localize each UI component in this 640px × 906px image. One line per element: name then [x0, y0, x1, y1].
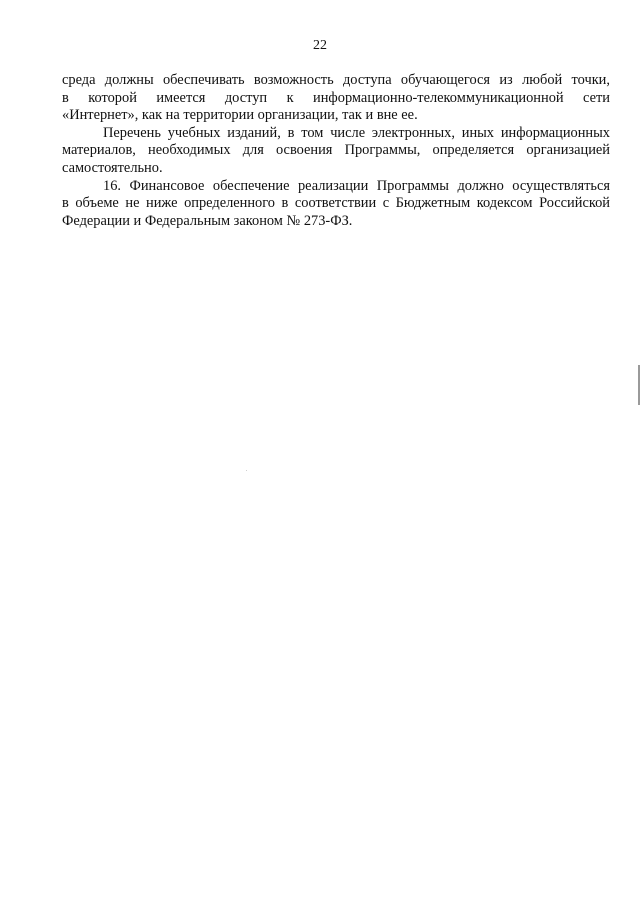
page-number: 22: [313, 38, 327, 53]
scan-speck: [246, 470, 247, 471]
text-line: Федерации и Федеральным законом № 273-ФЗ.: [62, 212, 353, 229]
text-line: Перечень учебных изданий, в том числе электронных, иных информационных: [103, 124, 610, 141]
document-body: [62, 72, 610, 230]
text-line: 16. Финансовое обеспечение реализации Программы должно осуществляться: [103, 177, 610, 194]
text-line: материалов, необходимых для освоения Программы, определяется организацией: [62, 142, 610, 159]
text-line: в объеме не ниже определенного в соответствии с Бюджетным кодексом Российской: [62, 195, 610, 212]
text-line: в которой имеется доступ к информационно-телекоммуникационной сети: [62, 89, 610, 106]
paragraph-access: [62, 72, 610, 125]
paragraph-publications: [62, 125, 610, 178]
text-line: самостоятельно.: [62, 159, 163, 176]
paragraph-financing: [62, 178, 610, 231]
text-line: «Интернет», как на территории организации, так и вне ее.: [62, 107, 418, 124]
text-line: среда должны обеспечивать возможность доступа обучающегося из любой точки,: [62, 72, 610, 88]
